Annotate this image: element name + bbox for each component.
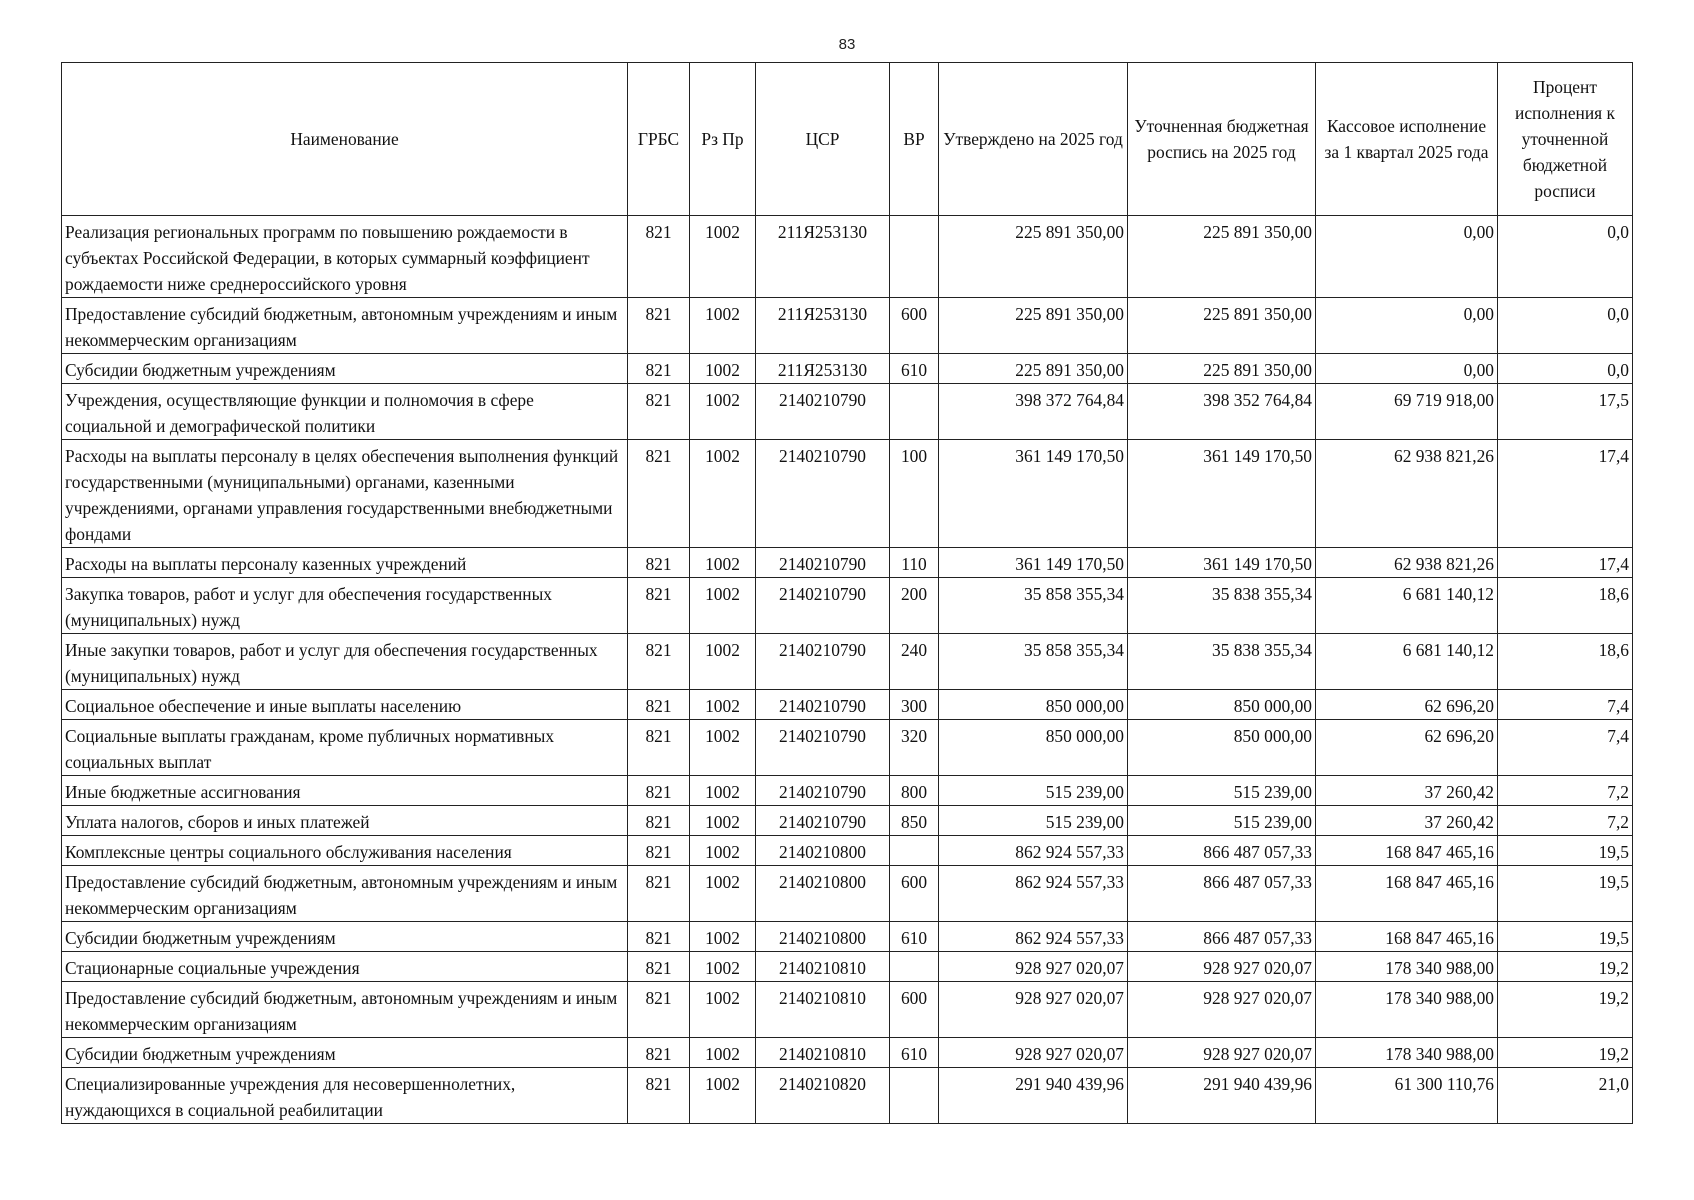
cell-rzpr: 1002 (690, 1068, 756, 1124)
cell-refined: 850 000,00 (1128, 690, 1316, 720)
cell-refined: 225 891 350,00 (1128, 216, 1316, 298)
cell-name: Социальные выплаты гражданам, кроме публичных нормативных социальных выплат (62, 720, 628, 776)
cell-csr: 2140210790 (756, 720, 890, 776)
cell-cash: 62 938 821,26 (1316, 440, 1498, 548)
cell-grbs: 821 (628, 578, 690, 634)
cell-grbs: 821 (628, 866, 690, 922)
cell-percent: 18,6 (1498, 634, 1633, 690)
table-row (62, 952, 1633, 982)
cell-csr: 2140210800 (756, 836, 890, 866)
cell-name: Расходы на выплаты персоналу в целях обеспечения выполнения функций государственными (муниципальными) органами, казенными учреждениями, органами управления государственными внебюджетными фондами (62, 440, 628, 548)
cell-percent: 18,6 (1498, 578, 1633, 634)
cell-grbs: 821 (628, 298, 690, 354)
cell-csr: 2140210820 (756, 1068, 890, 1124)
cell-name: Стационарные социальные учреждения (62, 952, 628, 982)
cell-grbs: 821 (628, 354, 690, 384)
cell-name: Субсидии бюджетным учреждениям (62, 354, 628, 384)
cell-csr: 211Я253130 (756, 216, 890, 298)
cell-percent: 19,5 (1498, 922, 1633, 952)
table-row (62, 578, 1633, 634)
cell-approved: 862 924 557,33 (939, 866, 1128, 922)
header-cash: Кассовое исполнение за 1 квартал 2025 года (1316, 63, 1498, 216)
cell-grbs: 821 (628, 634, 690, 690)
cell-name: Субсидии бюджетным учреждениям (62, 922, 628, 952)
cell-refined: 928 927 020,07 (1128, 952, 1316, 982)
table-row (62, 806, 1633, 836)
table-row (62, 1068, 1633, 1124)
cell-csr: 2140210810 (756, 952, 890, 982)
cell-rzpr: 1002 (690, 298, 756, 354)
cell-refined: 515 239,00 (1128, 806, 1316, 836)
cell-rzpr: 1002 (690, 866, 756, 922)
cell-vr: 600 (890, 866, 939, 922)
table-row (62, 1038, 1633, 1068)
cell-approved: 928 927 020,07 (939, 952, 1128, 982)
table-row (62, 836, 1633, 866)
cell-approved: 862 924 557,33 (939, 836, 1128, 866)
header-refined: Уточненная бюджетная роспись на 2025 год (1128, 63, 1316, 216)
cell-grbs: 821 (628, 922, 690, 952)
cell-name: Субсидии бюджетным учреждениям (62, 1038, 628, 1068)
header-row (62, 63, 1633, 216)
cell-percent: 7,4 (1498, 720, 1633, 776)
cell-refined: 866 487 057,33 (1128, 836, 1316, 866)
cell-rzpr: 1002 (690, 440, 756, 548)
cell-csr: 2140210790 (756, 548, 890, 578)
cell-name: Комплексные центры социального обслуживания населения (62, 836, 628, 866)
cell-percent: 19,2 (1498, 952, 1633, 982)
cell-refined: 850 000,00 (1128, 720, 1316, 776)
cell-refined: 35 838 355,34 (1128, 578, 1316, 634)
cell-csr: 2140210790 (756, 578, 890, 634)
cell-cash: 62 696,20 (1316, 720, 1498, 776)
cell-vr (890, 216, 939, 298)
cell-vr (890, 1068, 939, 1124)
cell-rzpr: 1002 (690, 776, 756, 806)
cell-vr: 610 (890, 1038, 939, 1068)
cell-grbs: 821 (628, 1038, 690, 1068)
table-row (62, 866, 1633, 922)
cell-grbs: 821 (628, 806, 690, 836)
cell-approved: 361 149 170,50 (939, 440, 1128, 548)
cell-percent: 19,2 (1498, 982, 1633, 1038)
cell-cash: 178 340 988,00 (1316, 952, 1498, 982)
cell-grbs: 821 (628, 384, 690, 440)
header-name: Наименование (62, 63, 628, 216)
cell-percent: 17,4 (1498, 440, 1633, 548)
cell-rzpr: 1002 (690, 354, 756, 384)
cell-refined: 928 927 020,07 (1128, 1038, 1316, 1068)
table-row (62, 216, 1633, 298)
cell-name: Закупка товаров, работ и услуг для обеспечения государственных (муниципальных) нужд (62, 578, 628, 634)
cell-cash: 178 340 988,00 (1316, 982, 1498, 1038)
cell-rzpr: 1002 (690, 982, 756, 1038)
cell-grbs: 821 (628, 440, 690, 548)
cell-name: Учреждения, осуществляющие функции и полномочия в сфере социальной и демографической политики (62, 384, 628, 440)
cell-csr: 2140210810 (756, 1038, 890, 1068)
cell-approved: 225 891 350,00 (939, 354, 1128, 384)
table-header (62, 63, 1633, 216)
cell-cash: 178 340 988,00 (1316, 1038, 1498, 1068)
table-row (62, 384, 1633, 440)
cell-approved: 35 858 355,34 (939, 634, 1128, 690)
cell-name: Иные закупки товаров, работ и услуг для обеспечения государственных (муниципальных) нужд (62, 634, 628, 690)
cell-rzpr: 1002 (690, 216, 756, 298)
cell-rzpr: 1002 (690, 1038, 756, 1068)
cell-vr: 240 (890, 634, 939, 690)
cell-vr: 600 (890, 298, 939, 354)
cell-rzpr: 1002 (690, 634, 756, 690)
cell-vr: 610 (890, 354, 939, 384)
cell-percent: 19,5 (1498, 836, 1633, 866)
cell-vr: 200 (890, 578, 939, 634)
cell-name: Предоставление субсидий бюджетным, автономным учреждениям и иным некоммерческим организациям (62, 298, 628, 354)
table-row (62, 922, 1633, 952)
cell-grbs: 821 (628, 720, 690, 776)
cell-vr: 320 (890, 720, 939, 776)
table-row (62, 440, 1633, 548)
cell-approved: 928 927 020,07 (939, 1038, 1128, 1068)
cell-cash: 0,00 (1316, 216, 1498, 298)
cell-refined: 225 891 350,00 (1128, 354, 1316, 384)
cell-approved: 862 924 557,33 (939, 922, 1128, 952)
cell-percent: 19,5 (1498, 866, 1633, 922)
cell-vr (890, 952, 939, 982)
cell-vr: 110 (890, 548, 939, 578)
cell-cash: 6 681 140,12 (1316, 634, 1498, 690)
table-row (62, 690, 1633, 720)
cell-refined: 866 487 057,33 (1128, 866, 1316, 922)
cell-percent: 0,0 (1498, 216, 1633, 298)
cell-cash: 37 260,42 (1316, 806, 1498, 836)
cell-vr (890, 836, 939, 866)
cell-vr: 600 (890, 982, 939, 1038)
cell-percent: 0,0 (1498, 298, 1633, 354)
cell-name: Уплата налогов, сборов и иных платежей (62, 806, 628, 836)
cell-rzpr: 1002 (690, 952, 756, 982)
cell-cash: 0,00 (1316, 354, 1498, 384)
cell-refined: 225 891 350,00 (1128, 298, 1316, 354)
cell-grbs: 821 (628, 982, 690, 1038)
cell-rzpr: 1002 (690, 384, 756, 440)
cell-grbs: 821 (628, 952, 690, 982)
cell-cash: 69 719 918,00 (1316, 384, 1498, 440)
cell-rzpr: 1002 (690, 922, 756, 952)
header-rzpr: Рз Пр (690, 63, 756, 216)
cell-percent: 7,2 (1498, 776, 1633, 806)
cell-approved: 225 891 350,00 (939, 298, 1128, 354)
cell-rzpr: 1002 (690, 806, 756, 836)
cell-percent: 17,5 (1498, 384, 1633, 440)
cell-rzpr: 1002 (690, 720, 756, 776)
cell-refined: 35 838 355,34 (1128, 634, 1316, 690)
cell-percent: 19,2 (1498, 1038, 1633, 1068)
cell-percent: 7,4 (1498, 690, 1633, 720)
table-row (62, 634, 1633, 690)
cell-rzpr: 1002 (690, 548, 756, 578)
cell-refined: 291 940 439,96 (1128, 1068, 1316, 1124)
cell-approved: 291 940 439,96 (939, 1068, 1128, 1124)
cell-name: Расходы на выплаты персоналу казенных учреждений (62, 548, 628, 578)
cell-cash: 168 847 465,16 (1316, 922, 1498, 952)
cell-vr (890, 384, 939, 440)
cell-cash: 168 847 465,16 (1316, 866, 1498, 922)
cell-csr: 2140210790 (756, 690, 890, 720)
cell-vr: 300 (890, 690, 939, 720)
cell-cash: 62 938 821,26 (1316, 548, 1498, 578)
cell-refined: 928 927 020,07 (1128, 982, 1316, 1038)
cell-rzpr: 1002 (690, 836, 756, 866)
cell-grbs: 821 (628, 548, 690, 578)
cell-csr: 2140210790 (756, 384, 890, 440)
cell-csr: 2140210800 (756, 922, 890, 952)
cell-approved: 398 372 764,84 (939, 384, 1128, 440)
cell-cash: 37 260,42 (1316, 776, 1498, 806)
cell-vr: 100 (890, 440, 939, 548)
table-row (62, 354, 1633, 384)
cell-rzpr: 1002 (690, 690, 756, 720)
cell-grbs: 821 (628, 690, 690, 720)
cell-grbs: 821 (628, 836, 690, 866)
table-row (62, 776, 1633, 806)
cell-vr: 610 (890, 922, 939, 952)
cell-percent: 17,4 (1498, 548, 1633, 578)
header-approved: Утверждено на 2025 год (939, 63, 1128, 216)
header-vr: ВР (890, 63, 939, 216)
cell-csr: 2140210800 (756, 866, 890, 922)
table-body (62, 216, 1633, 1124)
cell-vr: 850 (890, 806, 939, 836)
cell-grbs: 821 (628, 216, 690, 298)
cell-csr: 211Я253130 (756, 354, 890, 384)
cell-vr: 800 (890, 776, 939, 806)
cell-approved: 850 000,00 (939, 690, 1128, 720)
cell-csr: 2140210790 (756, 440, 890, 548)
cell-name: Реализация региональных программ по повышению рождаемости в субъектах Российской Федерации, в которых суммарный коэффициент рождаемости ниже среднероссийского уровня (62, 216, 628, 298)
cell-csr: 2140210790 (756, 806, 890, 836)
cell-name: Предоставление субсидий бюджетным, автономным учреждениям и иным некоммерческим организациям (62, 866, 628, 922)
page-number: 83 (838, 36, 856, 53)
cell-name: Предоставление субсидий бюджетным, автономным учреждениям и иным некоммерческим организациям (62, 982, 628, 1038)
cell-cash: 168 847 465,16 (1316, 836, 1498, 866)
cell-cash: 0,00 (1316, 298, 1498, 354)
cell-name: Специализированные учреждения для несовершеннолетних, нуждающихся в социальной реабилитации (62, 1068, 628, 1124)
cell-csr: 2140210790 (756, 776, 890, 806)
cell-refined: 515 239,00 (1128, 776, 1316, 806)
cell-percent: 7,2 (1498, 806, 1633, 836)
cell-approved: 35 858 355,34 (939, 578, 1128, 634)
cell-rzpr: 1002 (690, 578, 756, 634)
cell-approved: 515 239,00 (939, 806, 1128, 836)
cell-cash: 6 681 140,12 (1316, 578, 1498, 634)
header-grbs: ГРБС (628, 63, 690, 216)
cell-name: Социальное обеспечение и иные выплаты населению (62, 690, 628, 720)
cell-cash: 62 696,20 (1316, 690, 1498, 720)
cell-cash: 61 300 110,76 (1316, 1068, 1498, 1124)
cell-csr: 211Я253130 (756, 298, 890, 354)
table-row (62, 298, 1633, 354)
table-row (62, 548, 1633, 578)
cell-approved: 225 891 350,00 (939, 216, 1128, 298)
cell-csr: 2140210790 (756, 634, 890, 690)
cell-percent: 21,0 (1498, 1068, 1633, 1124)
cell-refined: 361 149 170,50 (1128, 440, 1316, 548)
cell-approved: 361 149 170,50 (939, 548, 1128, 578)
table-row (62, 720, 1633, 776)
budget-table (61, 62, 1633, 1124)
cell-name: Иные бюджетные ассигнования (62, 776, 628, 806)
cell-grbs: 821 (628, 1068, 690, 1124)
cell-approved: 850 000,00 (939, 720, 1128, 776)
cell-refined: 398 352 764,84 (1128, 384, 1316, 440)
cell-approved: 928 927 020,07 (939, 982, 1128, 1038)
cell-approved: 515 239,00 (939, 776, 1128, 806)
cell-grbs: 821 (628, 776, 690, 806)
table-row (62, 982, 1633, 1038)
cell-refined: 866 487 057,33 (1128, 922, 1316, 952)
header-percent: Процент исполнения к уточненной бюджетной росписи (1498, 63, 1633, 216)
cell-refined: 361 149 170,50 (1128, 548, 1316, 578)
cell-csr: 2140210810 (756, 982, 890, 1038)
header-csr: ЦСР (756, 63, 890, 216)
cell-percent: 0,0 (1498, 354, 1633, 384)
